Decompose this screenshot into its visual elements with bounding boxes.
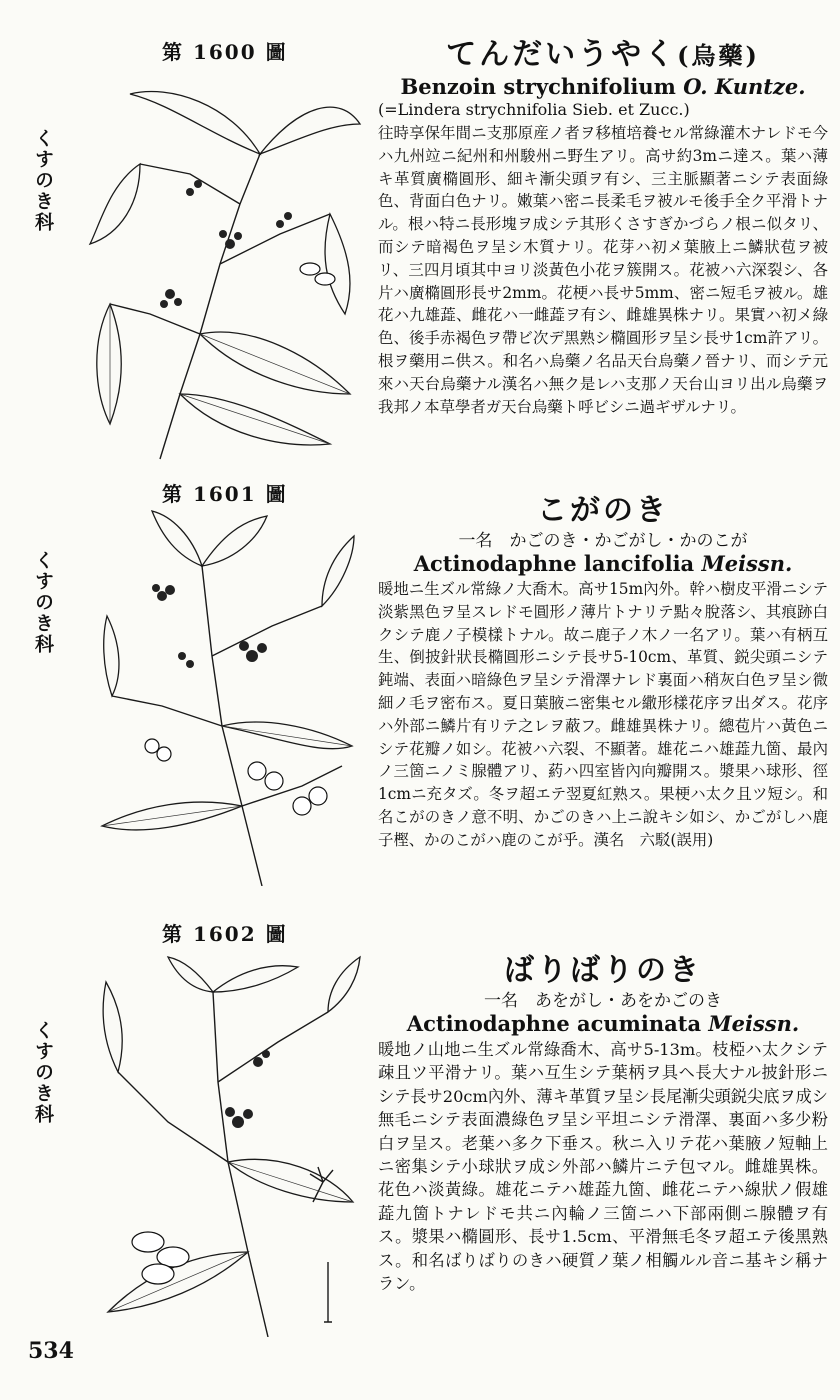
- author: O. Kuntze.: [683, 74, 806, 99]
- alternate-names: 一名 あをがし・あをかごのき: [484, 991, 722, 1011]
- plant-illustration-koganoki: [92, 506, 362, 886]
- entry-1602: [0, 918, 840, 1338]
- description: 暖地ノ山地ニ生ズル常綠喬木、高サ5-13m。枝椏ハ太クシテ疎且ツ平滑ナリ。葉ハ互生シテ葉柄ヲ具ヘ長大ナル披針形ニシテ長サ20cm內外、薄キ革質ヲ呈シ長尾漸尖頭鋭尖底ヲ成シ無毛ニシテ表面濃綠色ヲ呈シ平坦ニシテ滑澤、裏面ハ多少粉白ヲ呈ス。老葉ハ多ク下垂ス。秋ニ入リテ花ハ葉腋ノ短軸上ニ密集シテ小球狀ヲ成シ外部ハ鱗片ニテ包マル。雌雄異株。花色ハ淡黃綠。雄花ニテハ雄蕋九箇、雌花ニテハ線狀ノ假雄蕋九箇トナレドモ共ニ內輪ノ三箇ニハ下部兩側ニ腺體ヲ有ス。漿果ハ橢圓形、長サ1.5cm、平滑無毛冬ヲ超エテ後黑熟ス。和名ばりばりのきハ硬質ノ葉ノ相觸ルル音ニ基キシ稱ナラン。: [378, 1040, 828, 1294]
- japanese-name-kana: ばりばりのき: [504, 953, 702, 988]
- japanese-name: [378, 952, 828, 990]
- author: Meissn.: [701, 551, 793, 576]
- entry-text: [378, 36, 828, 418]
- family-label: くすのき科: [32, 1020, 54, 1125]
- page-number: 534: [28, 1338, 74, 1364]
- genus-species: Benzoin strychnifolium: [400, 74, 676, 99]
- plant-illustration-baribarinoki: [88, 952, 363, 1337]
- japanese-name: [378, 492, 828, 530]
- figure-label: 第 1601 圖: [162, 482, 288, 506]
- description: 暖地ニ生ズル常綠ノ大喬木。高サ15m內外。幹ハ樹皮平滑ニシテ淡紫黑色ヲ呈スレドモ圓形ノ薄片トナリテ點々脫落シ、其痕跡白クシテ鹿ノ子模樣トナル。故ニ鹿子ノ木ノ一名アリ。葉ハ有柄互生、倒披針狀長橢圓形ニシテ長サ5-10cm、革質、鋭尖頭ニシテ鈍端、表面ハ暗綠色ヲ呈シテ滑澤ナレド裏面ハ稍灰白色ヲ呈シ微細ノ毛ヲ密布ス。夏日葉腋ニ密集セル繖形樣花序ヲ出ダス。花序ハ外部ニ鱗片有リテ之レヲ蔽フ。雌雄異株ナリ。總苞片ハ黃色ニシテ花瓣ノ如シ。花被ハ六裂、不顯著。雄花ニハ雄蕋九箇、最內ノ三箇ニノミ腺體アリ、葯ハ四室皆內向瓣開ス。漿果ハ球形、徑1cmニ充タズ。冬ヲ超エテ翌夏紅熟ス。果梗ハ太ク且ツ短シ。和名こがのきノ意不明、かごのきハ上ニ說キシ如シ、かごがしハ鹿子樫、かのこがハ鹿のこが乎。漢名 六駁(誤用): [378, 580, 828, 849]
- genus-species: Actinodaphne lancifolia: [413, 551, 695, 576]
- japanese-name: [378, 36, 828, 75]
- description: 往時享保年間ニ支那原産ノ者ヲ移植培養セル常綠灌木ナレドモ今ハ九州竝ニ紀州和州駿州ニ野生アリ。高サ約3mニ達ス。葉ハ薄キ革質廣橢圓形、細キ漸尖頭ヲ有シ、三主脈顯著ニシテ表面綠色、背面白色ナリ。嫩葉ハ密ニ長柔毛ヲ被ルモ後手全ク平滑トナル。根ハ特ニ長形塊ヲ成シテ其形くさすぎかづらノ根ニ似タリ、而シテ暗褐色ヲ呈シ木質ナリ。花芽ハ初メ葉腋上ニ鱗狀苞ヲ被リ、三四月頃其中ヨリ淡黃色小花ヲ簇開ス。花被ハ六深裂シ、各片ハ廣橢圓形長サ2mm。花梗ハ長サ5mm、密ニ短毛ヲ被ル。雄花ハ九雄蕋、雌花ハ一雌蕋ヲ有シ、雌雄異株ナリ。果實ハ初メ綠色、後手赤褐色ヲ帶ビ次デ黑熟シ橢圓形ヲ呈シ長サ1cm許アリ。根ヲ藥用ニ供ス。和名ハ烏藥ノ名品天台烏藥ノ晉ナリ、而シテ元來ハ天台烏藥ナル漢名ハ無ク是レハ支那ノ天台山ヨリ出ル烏藥ヲ我邦ノ本草學者ガ天台烏藥ト呼ビシニ過ギザルナリ。: [378, 124, 828, 416]
- kanji-name: (烏藥): [677, 41, 760, 70]
- japanese-name-kana: こがのき: [537, 493, 669, 528]
- author: Meissn.: [708, 1011, 800, 1036]
- entry-1600: [0, 0, 840, 470]
- entry-text: [378, 492, 828, 852]
- alternate-names: 一名 かごのき・かごがし・かのこが: [458, 531, 748, 551]
- plant-illustration-tendaiuyaku: [80, 64, 370, 464]
- figure-label: 第 1602 圖: [162, 922, 288, 946]
- figure-label: 第 1600 圖: [162, 40, 288, 64]
- scientific-name: [378, 552, 828, 576]
- genus-species: Actinodaphne acuminata: [406, 1011, 702, 1036]
- scientific-name: [378, 75, 828, 99]
- entry-text: [378, 952, 828, 1295]
- japanese-name-kana: てんだいうやく: [446, 37, 678, 72]
- scientific-name: [378, 1012, 828, 1036]
- synonym: (=Lindera strychnifolia Sieb. et Zucc.): [378, 100, 690, 119]
- family-label: くすのき科: [32, 128, 54, 233]
- entry-1601: [0, 478, 840, 908]
- family-label: くすのき科: [32, 550, 54, 655]
